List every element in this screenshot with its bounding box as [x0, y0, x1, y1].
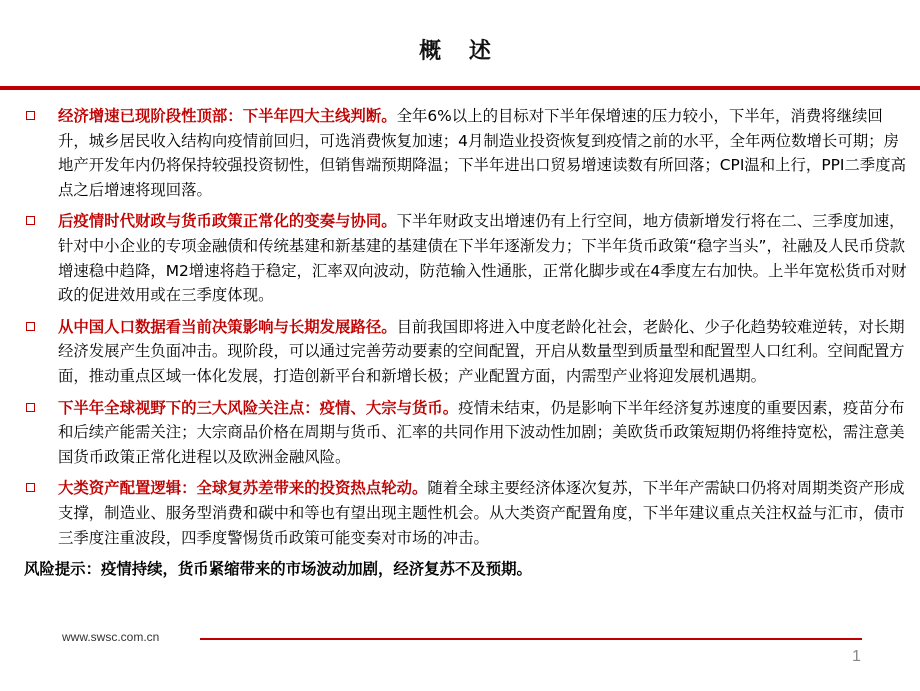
- footer-url-link[interactable]: www.swsc.com.cn: [62, 630, 160, 644]
- summary-item: [24, 104, 908, 202]
- item-body: 目前我国即将进入中度老龄化社会，老龄化、少子化趋势较难逆转，对长期经济发展产生负面冲击。现阶段，可以通过完善劳动要素的空间配置，开启从数量型到质量型和配置型人口红利。空间配置方面，推动重点区域一体化发展，打造创新平台和新增长极；产业配置方面，内需型产业将迎发展机遇期。: [58, 317, 905, 385]
- summary-item: [24, 476, 908, 550]
- item-heading: 下半年全球视野下的三大风险关注点：疫情、大宗与货币。: [58, 398, 459, 417]
- square-bullet-icon: [26, 483, 35, 492]
- square-bullet-icon: [26, 111, 35, 120]
- item-body: 疫情未结束，仍是影响下半年经济复苏速度的重要因素，疫苗分布和后续产能需关注；大宗商品价格在周期与货币、汇率的共同作用下波动性加剧；美欧货币政策短期仍将维持宽松，需注意美国货币政策正常化进程以及欧洲金融风险。: [58, 398, 905, 466]
- item-heading: 大类资产配置逻辑：全球复苏差带来的投资热点轮动。: [58, 479, 428, 498]
- title-divider: [0, 86, 920, 90]
- summary-item: [24, 396, 908, 470]
- summary-content: [24, 104, 908, 581]
- item-body: 全年6%以上的目标对下半年保增速的压力较小，下半年，消费将继续回升，城乡居民收入结构向疫情前回归，可选消费恢复加速；4月制造业投资恢复到疫情之前的水平，全年两位数增长可期；房地产开发年内仍将保持较强投资韧性，但销售端预期降温；下半年进出口贸易增速读数有所回落；CPI温和上行，PPI二季度高点之后增速将现回落。: [58, 107, 906, 199]
- item-heading: 经济增速已现阶段性顶部：下半年四大主线判断。: [58, 107, 397, 125]
- summary-item: [24, 315, 908, 389]
- square-bullet-icon: [26, 403, 35, 412]
- summary-item: [24, 209, 908, 307]
- item-heading: 从中国人口数据看当前决策影响与长期发展路径。: [58, 317, 397, 336]
- item-body: 下半年财政支出增速仍有上行空间，地方债新增发行将在二、三季度加速，针对中小企业的专项金融债和传统基建和新基建的基建债在下半年逐渐发力；下半年货币政策“稳字当头”，社融及人民币贷款增速稳中趋降，M2增速将趋于稳定，汇率双向波动，防范输入性通胀，正常化脚步或在4季度左右加快。上半年宽松货币对财政的促进效用或在三季度体现。: [58, 212, 907, 305]
- item-body: 随着全球主要经济体逐次复苏，下半年产需缺口仍将对周期类资产形成支撑，制造业、服务型消费和碳中和等也有望出现主题性机会。从大类资产配置角度，下半年建议重点关注权益与汇市，债市三季度注重波段，四季度警惕货币政策可能变奏对市场的冲击。: [58, 479, 905, 547]
- square-bullet-icon: [26, 216, 35, 225]
- risk-warning: 风险提示：疫情持续，货币紧缩带来的市场波动加剧，经济复苏不及预期。: [24, 560, 532, 579]
- item-heading: 后疫情时代财政与货币政策正常化的变奏与协同。: [58, 212, 397, 231]
- page-number: 1: [852, 648, 861, 665]
- footer-divider: [200, 638, 862, 640]
- page-title: 概 述: [419, 39, 501, 64]
- square-bullet-icon: [26, 322, 35, 331]
